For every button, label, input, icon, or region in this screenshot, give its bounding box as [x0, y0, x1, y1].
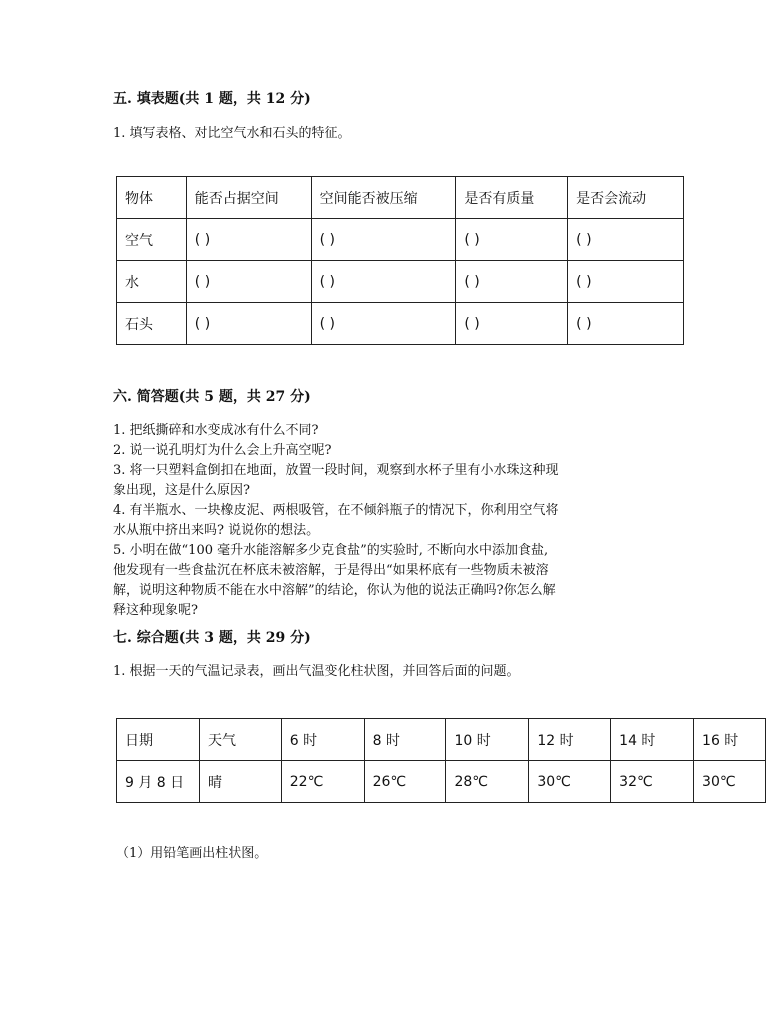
answer-blank[interactable]: ( ) [311, 261, 456, 303]
weather-cell: 晴 [199, 761, 281, 803]
header-cell: 是否有质量 [456, 177, 568, 219]
section6-heading: 六. 简答题(共 5 题，共 27 分) [113, 389, 311, 405]
temperature-cell: 30℃ [529, 761, 611, 803]
question-line: 1. 把纸撕碎和水变成冰有什么不同? [113, 423, 319, 438]
temperature-cell: 30℃ [694, 761, 766, 803]
temperature-cell: 32℃ [611, 761, 694, 803]
answer-blank[interactable]: ( ) [186, 219, 311, 261]
header-cell: 10 时 [446, 719, 529, 761]
header-cell: 空间能否被压缩 [311, 177, 456, 219]
question-line: 3. 将一只塑料盒倒扣在地面，放置一段时间，观察到水杯子里有小水珠这种现 [113, 463, 559, 478]
question-line: 象出现，这是什么原因? [113, 483, 250, 498]
answer-blank[interactable]: ( ) [186, 303, 311, 345]
header-cell: 物体 [117, 177, 187, 219]
section5-question: 1. 填写表格、对比空气水和石头的特征。 [113, 126, 351, 141]
answer-blank[interactable]: ( ) [311, 219, 456, 261]
temperature-table [116, 718, 766, 803]
question-line: 释这种现象呢? [113, 603, 198, 618]
question-line: 4. 有半瓶水、一块橡皮泥、两根吸管，在不倾斜瓶子的情况下，你利用空气将 [113, 503, 559, 518]
header-cell: 能否占据空间 [186, 177, 311, 219]
header-cell: 8 时 [364, 719, 446, 761]
date-cell: 9 月 8 日 [117, 761, 200, 803]
question-line: 5. 小明在做“100 毫升水能溶解多少克食盐”的实验时, 不断向水中添加食盐, [113, 543, 549, 558]
question-line: 他发现有一些食盐沉在杯底未被溶解，于是得出“如果杯底有一些物质未被溶 [113, 563, 549, 578]
row-label: 石头 [117, 303, 187, 345]
header-cell: 12 时 [529, 719, 611, 761]
header-cell: 6 时 [281, 719, 364, 761]
answer-blank[interactable]: ( ) [456, 261, 568, 303]
answer-blank[interactable]: ( ) [568, 219, 684, 261]
table-header-row [117, 719, 766, 761]
header-cell: 是否会流动 [568, 177, 684, 219]
section7-heading: 七. 综合题(共 3 题，共 29 分) [113, 630, 311, 646]
header-cell: 日期 [117, 719, 200, 761]
answer-blank[interactable]: ( ) [456, 219, 568, 261]
question-line: 水从瓶中挤出来吗? 说说你的想法。 [113, 523, 320, 538]
answer-blank[interactable]: ( ) [456, 303, 568, 345]
section7-question: 1. 根据一天的气温记录表，画出气温变化柱状图，并回答后面的问题。 [113, 664, 520, 679]
header-cell: 16 时 [694, 719, 766, 761]
temperature-cell: 26℃ [364, 761, 446, 803]
header-cell: 14 时 [611, 719, 694, 761]
temperature-cell: 22℃ [281, 761, 364, 803]
answer-blank[interactable]: ( ) [311, 303, 456, 345]
answer-blank[interactable]: ( ) [568, 261, 684, 303]
sub-question: （1）用铅笔画出柱状图。 [116, 846, 268, 861]
table-row [117, 761, 766, 803]
row-label: 水 [117, 261, 187, 303]
question-line: 解，说明这种物质不能在水中溶解”的结论，你认为他的说法正确吗?你怎么解 [113, 583, 556, 598]
temperature-cell: 28℃ [446, 761, 529, 803]
header-cell: 天气 [199, 719, 281, 761]
row-label: 空气 [117, 219, 187, 261]
answer-blank[interactable]: ( ) [186, 261, 311, 303]
question-line: 2. 说一说孔明灯为什么会上升高空呢? [113, 443, 332, 458]
section5-heading: 五. 填表题(共 1 题，共 12 分) [113, 91, 311, 107]
answer-blank[interactable]: ( ) [568, 303, 684, 345]
